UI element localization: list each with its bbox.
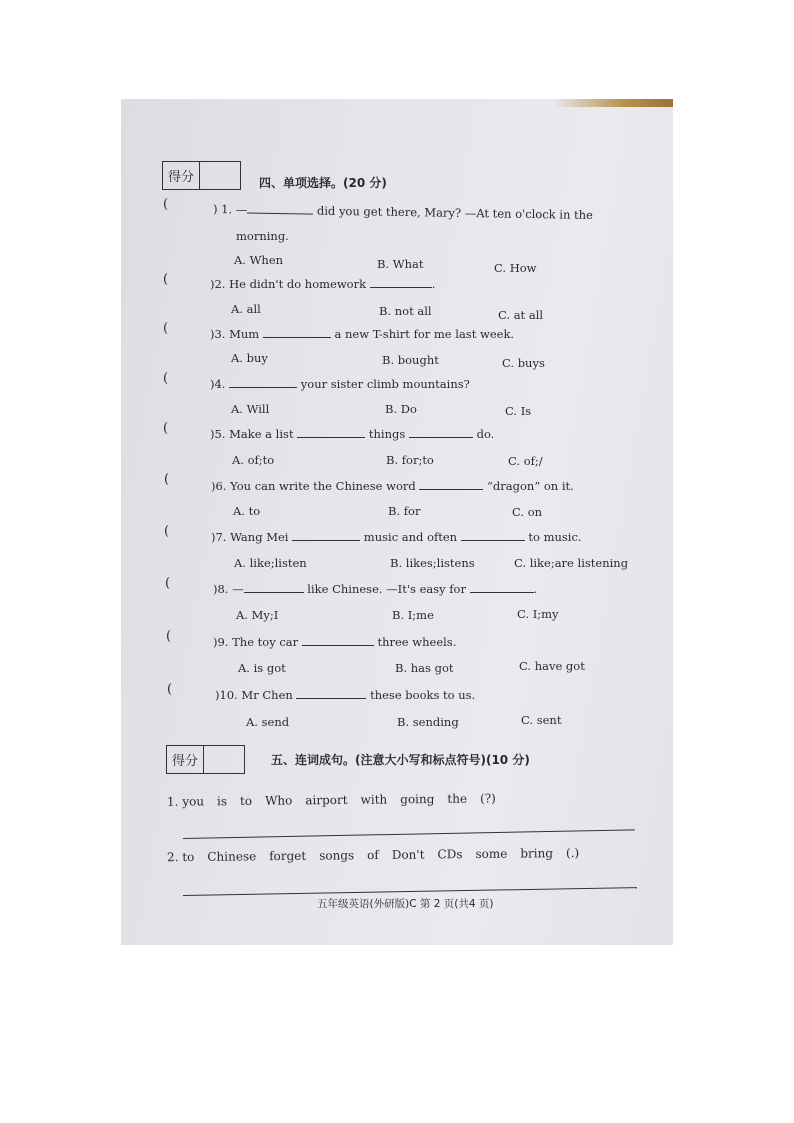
option-c[interactable]: C. I;my — [517, 607, 559, 621]
answer-paren[interactable]: ( — [167, 682, 173, 697]
answer-paren[interactable]: ( — [164, 524, 170, 539]
option-c[interactable]: C. Is — [505, 404, 532, 418]
option-c[interactable]: C. How — [494, 261, 537, 275]
option-c[interactable]: C. on — [512, 505, 543, 519]
option-a[interactable]: A. send — [246, 715, 290, 729]
question-1: ) 1. — did you get there, Mary? —At ten o'clock in the — [212, 202, 594, 222]
question-5: )5. Make a list things do. — [210, 427, 495, 441]
question-10: )10. Mr Chen these books to us. — [215, 688, 476, 702]
answer-paren[interactable]: ( — [163, 371, 169, 386]
option-c[interactable]: C. like;are listening — [514, 556, 629, 570]
score-box-section5 — [166, 745, 245, 774]
question-2: )2. He didn't do homework . — [210, 277, 436, 291]
section4-title: 四、单项选择。(20 分) — [259, 176, 387, 190]
option-c[interactable]: C. buys — [502, 356, 545, 370]
option-a[interactable]: A. When — [234, 253, 284, 267]
answer-paren[interactable]: ( — [163, 197, 169, 212]
option-b[interactable]: B. for;to — [386, 453, 434, 467]
score-label: 得分 — [167, 746, 204, 773]
option-b[interactable]: B. bought — [382, 353, 439, 367]
scrambled-sentence-1: 1. you is to Who airport with going the (?) — [166, 791, 496, 809]
option-b[interactable]: B. What — [377, 257, 424, 271]
question-8: )8. — like Chinese. —It's easy for . — [213, 582, 538, 596]
exam-paper — [121, 99, 673, 945]
question-7: )7. Wang Mei music and often to music. — [211, 530, 582, 544]
option-c[interactable]: C. of;/ — [508, 454, 543, 468]
option-a[interactable]: A. to — [233, 504, 261, 518]
option-c[interactable]: C. have got — [519, 659, 585, 673]
answer-line-1[interactable] — [183, 829, 635, 839]
option-a[interactable]: A. all — [231, 302, 261, 316]
option-a[interactable]: A. buy — [231, 351, 268, 365]
scrambled-sentence-2: 2. to Chinese forget songs of Don't CDs some bring (.) — [166, 845, 580, 865]
answer-line-2[interactable] — [183, 887, 637, 896]
photographed-exam-page — [121, 99, 673, 945]
option-b[interactable]: B. I;me — [392, 608, 434, 622]
option-b[interactable]: B. for — [388, 504, 421, 518]
option-b[interactable]: B. Do — [385, 402, 417, 416]
option-a[interactable]: A. My;I — [236, 608, 279, 622]
answer-paren[interactable]: ( — [163, 421, 169, 436]
answer-paren[interactable]: ( — [166, 629, 172, 644]
answer-paren[interactable]: ( — [164, 472, 170, 487]
option-b[interactable]: B. likes;listens — [390, 556, 475, 570]
score-box-section4 — [162, 161, 241, 190]
question-9: )9. The toy car three wheels. — [213, 635, 457, 649]
option-a[interactable]: A. is got — [238, 661, 286, 675]
question-1-cont: morning. — [236, 229, 289, 243]
answer-paren[interactable]: ( — [163, 321, 169, 336]
section5-title: 五、连词成句。(注意大小写和标点符号)(10 分) — [271, 753, 530, 767]
option-b[interactable]: B. sending — [397, 715, 459, 729]
score-label: 得分 — [163, 162, 200, 189]
question-4: )4. your sister climb mountains? — [210, 377, 470, 391]
option-a[interactable]: A. like;listen — [234, 556, 307, 570]
option-a[interactable]: A. Will — [231, 402, 270, 416]
question-3: )3. Mum a new T-shirt for me last week. — [210, 327, 515, 341]
score-blank[interactable] — [200, 162, 240, 189]
question-6: )6. You can write the Chinese word “dragon” on it. — [211, 479, 574, 493]
score-blank[interactable] — [204, 746, 244, 773]
page-footer: 五年级英语(外研版)C 第 2 页(共4 页) — [317, 898, 494, 910]
option-a[interactable]: A. of;to — [232, 453, 275, 467]
option-c[interactable]: C. sent — [521, 713, 562, 727]
option-b[interactable]: B. not all — [379, 304, 432, 318]
option-c[interactable]: C. at all — [498, 308, 544, 322]
answer-paren[interactable]: ( — [163, 272, 169, 287]
answer-paren[interactable]: ( — [165, 576, 171, 591]
option-b[interactable]: B. has got — [395, 661, 454, 675]
